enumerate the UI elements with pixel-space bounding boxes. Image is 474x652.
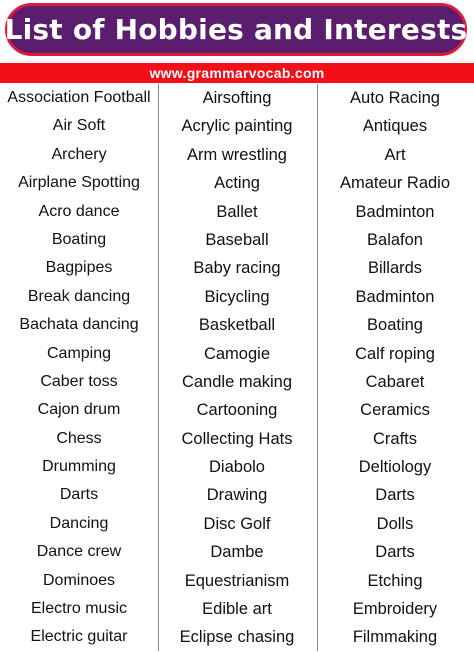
page-title: List of Hobbies and Interests	[4, 13, 468, 46]
hobby-item: Electro music	[30, 600, 128, 618]
hobby-item: Balafon	[367, 230, 423, 249]
hobbies-column-2	[158, 84, 316, 651]
hobby-item: Boating	[51, 230, 107, 248]
hobby-item: Acrylic painting	[181, 117, 293, 136]
hobby-item: Dambe	[210, 543, 264, 562]
hobby-item: Chess	[56, 429, 102, 447]
hobby-item: Basketball	[198, 316, 276, 335]
hobby-item: Badminton	[355, 287, 435, 306]
hobby-item: Dolls	[376, 514, 414, 533]
hobby-item: Dance crew	[36, 543, 122, 561]
hobby-item: Bicycling	[204, 287, 270, 306]
hobby-item: Darts	[375, 543, 415, 562]
hobby-item: Billards	[367, 259, 423, 278]
hobby-item: Arm wrestling	[187, 145, 287, 164]
hobby-item: Dominoes	[42, 571, 116, 589]
hobby-item: Bachata dancing	[19, 316, 139, 334]
hobby-item: Ceramics	[360, 401, 430, 420]
hobby-item: Dancing	[49, 514, 109, 532]
hobby-item: Ballet	[216, 202, 258, 221]
hobby-item: Collecting Hats	[181, 429, 293, 448]
hobby-item: Air Soft	[52, 117, 106, 135]
hobby-item: Darts	[375, 486, 415, 505]
hobby-item: Auto Racing	[350, 89, 440, 107]
hobbies-column-1	[0, 84, 158, 651]
hobby-item: Calf roping	[355, 344, 435, 363]
hobby-item: Embroidery	[352, 600, 438, 619]
hobby-item: Caber toss	[40, 372, 118, 390]
hobby-item: Eclipse chasing	[179, 628, 295, 647]
hobby-item: Edible art	[202, 600, 272, 619]
hobby-item: Drumming	[42, 458, 116, 476]
hobby-item: Airplane Spotting	[18, 174, 140, 192]
hobby-item: Bagpipes	[45, 259, 113, 277]
hobby-item: Cabaret	[365, 372, 425, 391]
hobby-item: Acro dance	[38, 202, 120, 220]
hobby-item: Deltiology	[358, 458, 432, 477]
hobby-item: Camping	[46, 344, 112, 362]
hobby-item: Baby racing	[193, 259, 281, 278]
hobby-item: Etching	[367, 571, 423, 590]
title-banner	[5, 3, 467, 56]
hobby-item: Equestrianism	[184, 571, 290, 590]
hobby-item: Darts	[59, 486, 99, 504]
hobby-item: Break dancing	[27, 287, 131, 305]
hobby-item: Crafts	[372, 429, 417, 448]
hobby-item: Archery	[51, 145, 107, 163]
hobby-item: Camogie	[203, 344, 271, 363]
hobby-item: Antiques	[362, 117, 428, 136]
hobby-item: Badminton	[355, 202, 435, 221]
hobby-item: Boating	[367, 316, 423, 335]
hobby-item: Cajon drum	[37, 401, 121, 419]
hobby-item: Baseball	[205, 230, 269, 249]
hobby-item: Amateur Radio	[339, 174, 451, 193]
hobby-item: Filmmaking	[352, 628, 438, 647]
hobbies-list	[0, 84, 474, 651]
hobby-item: Cartooning	[196, 401, 278, 420]
hobby-item: Candle making	[181, 372, 293, 391]
hobby-item: Electric guitar	[30, 628, 128, 646]
hobby-item: Art	[384, 145, 406, 164]
hobby-item: Acting	[214, 174, 260, 193]
hobby-item: Diabolo	[209, 458, 265, 477]
hobby-item: Disc Golf	[203, 514, 271, 533]
hobbies-column-3	[316, 84, 474, 651]
url-bar	[0, 63, 474, 83]
website-url: www.grammarvocab.com	[149, 65, 325, 81]
hobby-item: Drawing	[206, 486, 268, 505]
hobby-item: Association Football	[7, 89, 151, 106]
hobby-item: Airsofting	[202, 89, 272, 107]
